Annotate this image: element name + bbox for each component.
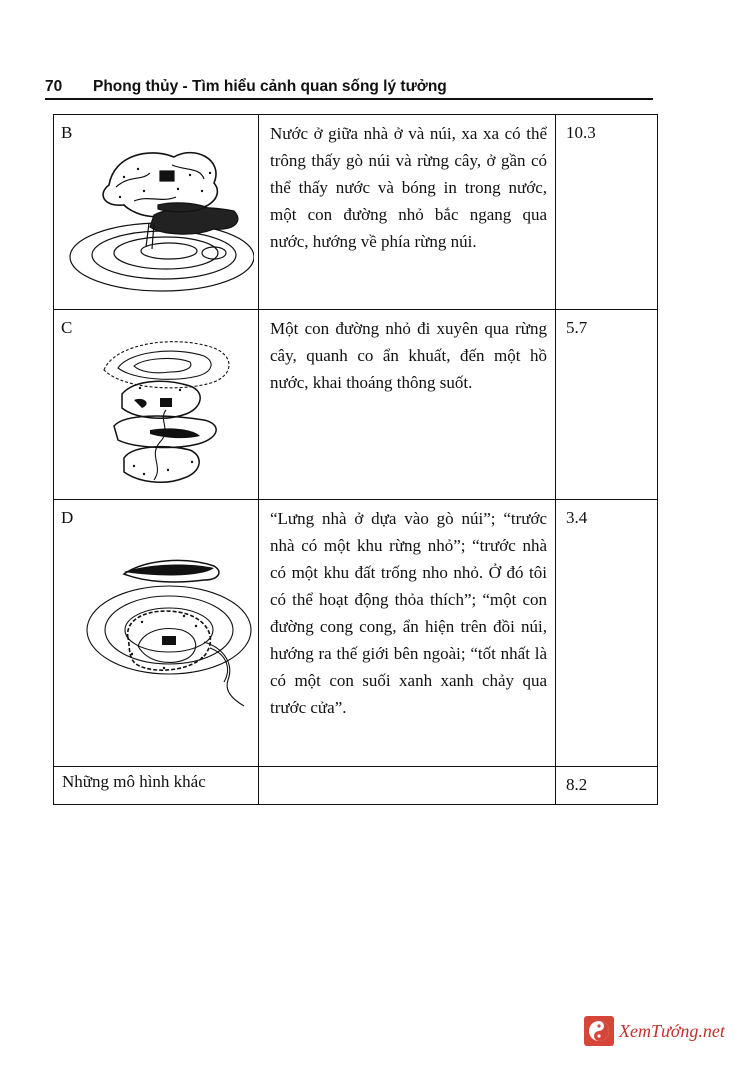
- sketch-cell-b: [54, 115, 259, 310]
- percent-other: 8.2: [566, 775, 588, 794]
- percent-c: 5.7: [566, 318, 588, 337]
- row-label-b: B: [61, 123, 73, 142]
- landscape-sketch-d-icon: [84, 550, 254, 710]
- table-row-other: [54, 767, 658, 805]
- table-row-b: [54, 115, 658, 310]
- landscape-sketch-c-icon: [94, 330, 244, 498]
- percent-cell-d: [556, 500, 658, 767]
- percent-cell-other: [556, 767, 658, 805]
- table-row-c: [54, 310, 658, 500]
- description-cell-d: [259, 500, 556, 767]
- label-cell-other: [54, 767, 259, 805]
- sketch-cell-d: [54, 500, 259, 767]
- watermark-brand: XemTướng.net: [619, 1021, 725, 1041]
- landscape-model-table: [53, 114, 658, 805]
- page-number: 70: [45, 78, 63, 95]
- percent-b: 10.3: [566, 123, 596, 142]
- description-b: Nước ở giữa nhà ở và núi, xa xa có thể trông thấy gò núi và rừng cây, ở gần có thể thấy nước và bóng in trong nước, một con đường nhỏ bắc ngang qua nước, hướng về phía rừng núi.: [270, 124, 547, 251]
- page-header: [45, 76, 653, 98]
- description-c: Một con đường nhỏ đi xuyên qua rừng cây, quanh co ẩn khuất, đến một hồ nước, khai thoáng thông suốt.: [270, 319, 547, 392]
- row-label-other: Những mô hình khác: [62, 772, 206, 791]
- description-d: “Lưng nhà ở dựa vào gò núi”; “trước nhà có một khu rừng nhỏ”; “trước nhà có một khu đất trống nho nhỏ. Ở đó tôi có thể hoạt động thỏa thích”; “một con đường cong cong, ẩn hiện trên đồi núi, hướng ra thế giới bên ngoài; “tốt nhất là có một con suối xanh xanh chảy qua trước cửa”.: [270, 509, 547, 717]
- running-title: Phong thủy - Tìm hiểu cảnh quan sống lý tưởng: [93, 78, 447, 95]
- description-cell-c: [259, 310, 556, 500]
- table-row-d: [54, 500, 658, 767]
- header-rule: [45, 98, 653, 100]
- percent-d: 3.4: [566, 508, 588, 527]
- sketch-cell-c: [54, 310, 259, 500]
- percent-cell-b: [556, 115, 658, 310]
- site-watermark: [584, 1015, 744, 1049]
- description-other: [259, 767, 555, 772]
- row-label-c: C: [61, 318, 73, 337]
- percent-cell-c: [556, 310, 658, 500]
- row-label-d: D: [61, 508, 74, 527]
- yin-yang-icon: [584, 1016, 614, 1046]
- description-cell-other: [259, 767, 556, 805]
- landscape-sketch-b-icon: [54, 145, 254, 305]
- description-cell-b: [259, 115, 556, 310]
